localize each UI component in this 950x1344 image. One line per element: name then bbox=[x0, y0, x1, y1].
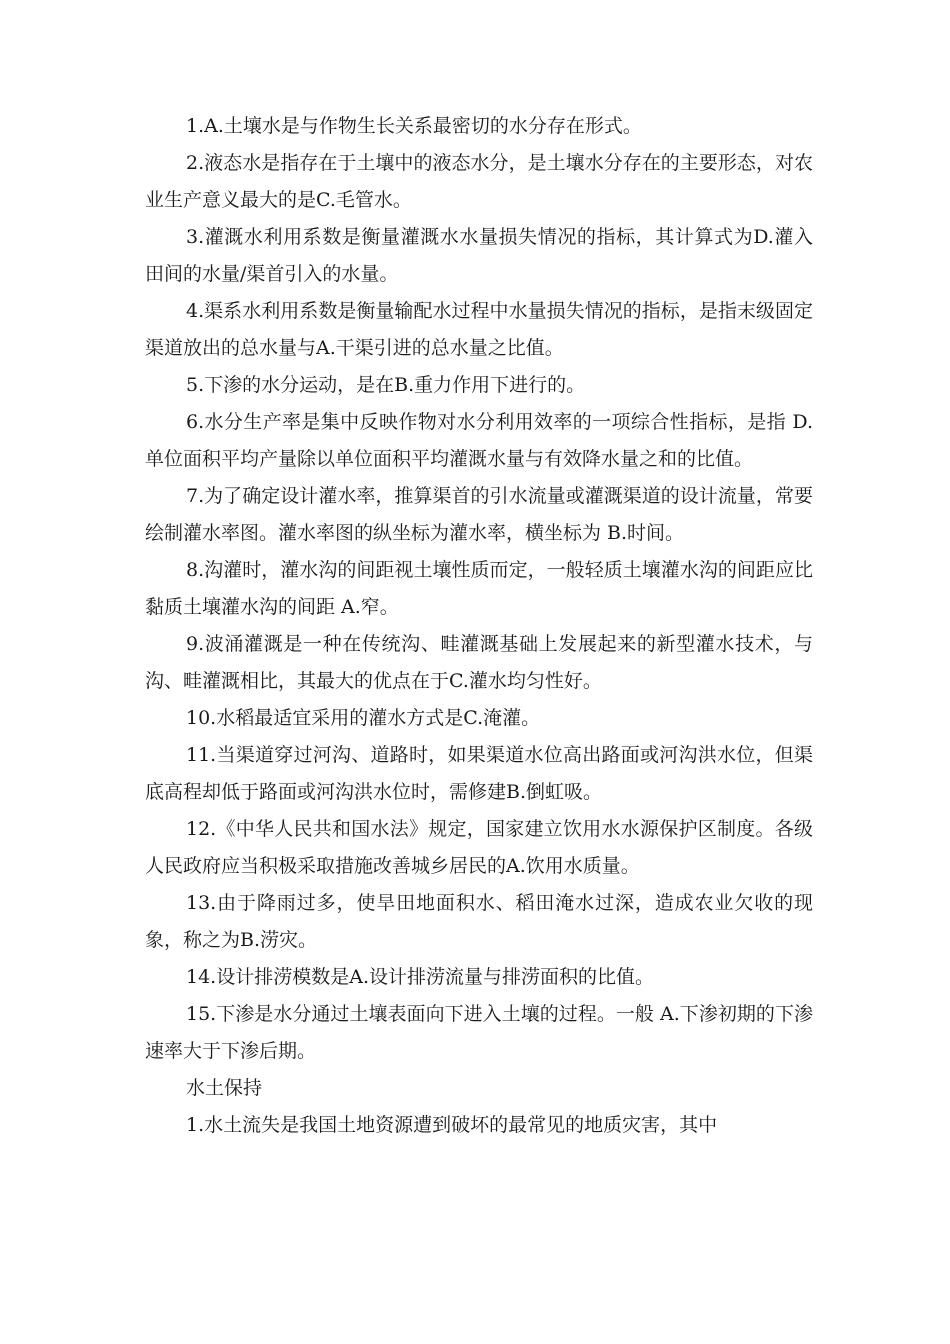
section-heading: 水土保持 bbox=[186, 1077, 263, 1099]
paragraph-q14: 14.设计排涝模数是A.设计排涝流量与排涝面积的比值。 bbox=[186, 966, 654, 988]
paragraph-q15: 15.下渗是水分通过土壤表面向下进入土壤的过程。一般 A.下渗初期的下渗速率大于下渗后期。 bbox=[145, 1003, 813, 1062]
paragraph-q5: 5.下渗的水分运动，是在B.重力作用下进行的。 bbox=[186, 374, 586, 396]
paragraph-q11: 11.当渠道穿过河沟、道路时，如果渠道水位高出路面或河沟洪水位，但渠底高程却低于路面或河沟洪水位时，需修建B.倒虹吸。 bbox=[145, 744, 813, 803]
paragraph-q3: 3.灌溉水利用系数是衡量灌溉水水量损失情况的指标，其计算式为D.灌入田间的水量/渠首引入的水量。 bbox=[145, 226, 813, 285]
paragraph-q2: 2.液态水是指存在于土壤中的液态水分，是土壤水分存在的主要形态，对农业生产意义最大的是C.毛管水。 bbox=[145, 152, 813, 211]
paragraph-q6: 6.水分生产率是集中反映作物对水分利用效率的一项综合性指标，是指 D.单位面积平均产量除以单位面积平均灌溉水量与有效降水量之和的比值。 bbox=[145, 411, 813, 470]
paragraph-q4: 4.渠系水利用系数是衡量输配水过程中水量损失情况的指标，是指末级固定渠道放出的总水量与A.干渠引进的总水量之比值。 bbox=[145, 300, 813, 359]
paragraph-q10: 10.水稻最适宜采用的灌水方式是C.淹灌。 bbox=[186, 707, 541, 729]
paragraph-q12: 12.《中华人民共和国水法》规定，国家建立饮用水水源保护区制度。各级人民政府应当积极采取措施改善城乡居民的A.饮用水质量。 bbox=[145, 818, 813, 877]
document-body bbox=[145, 108, 813, 1144]
paragraph-q8: 8.沟灌时，灌水沟的间距视土壤性质而定，一般轻质土壤灌水沟的间距应比黏质土壤灌水沟的间距 A.窄。 bbox=[145, 559, 813, 618]
paragraph-q1: 1.A.土壤水是与作物生长关系最密切的水分存在形式。 bbox=[186, 115, 642, 137]
paragraph-q13: 13.由于降雨过多，使旱田地面积水、稻田淹水过深，造成农业欠收的现象，称之为B.涝灾。 bbox=[145, 892, 813, 951]
paragraph-section2-q1: 1.水土流失是我国土地资源遭到破坏的最常见的地质灾害，其中 bbox=[186, 1114, 718, 1136]
paragraph-q7: 7.为了确定设计灌水率，推算渠首的引水流量或灌溉渠道的设计流量，常要绘制灌水率图。灌水率图的纵坐标为灌水率，横坐标为 B.时间。 bbox=[145, 485, 813, 544]
paragraph-q9: 9.波涌灌溉是一种在传统沟、畦灌溉基础上发展起来的新型灌水技术，与沟、畦灌溉相比，其最大的优点在于C.灌水均匀性好。 bbox=[145, 633, 813, 692]
